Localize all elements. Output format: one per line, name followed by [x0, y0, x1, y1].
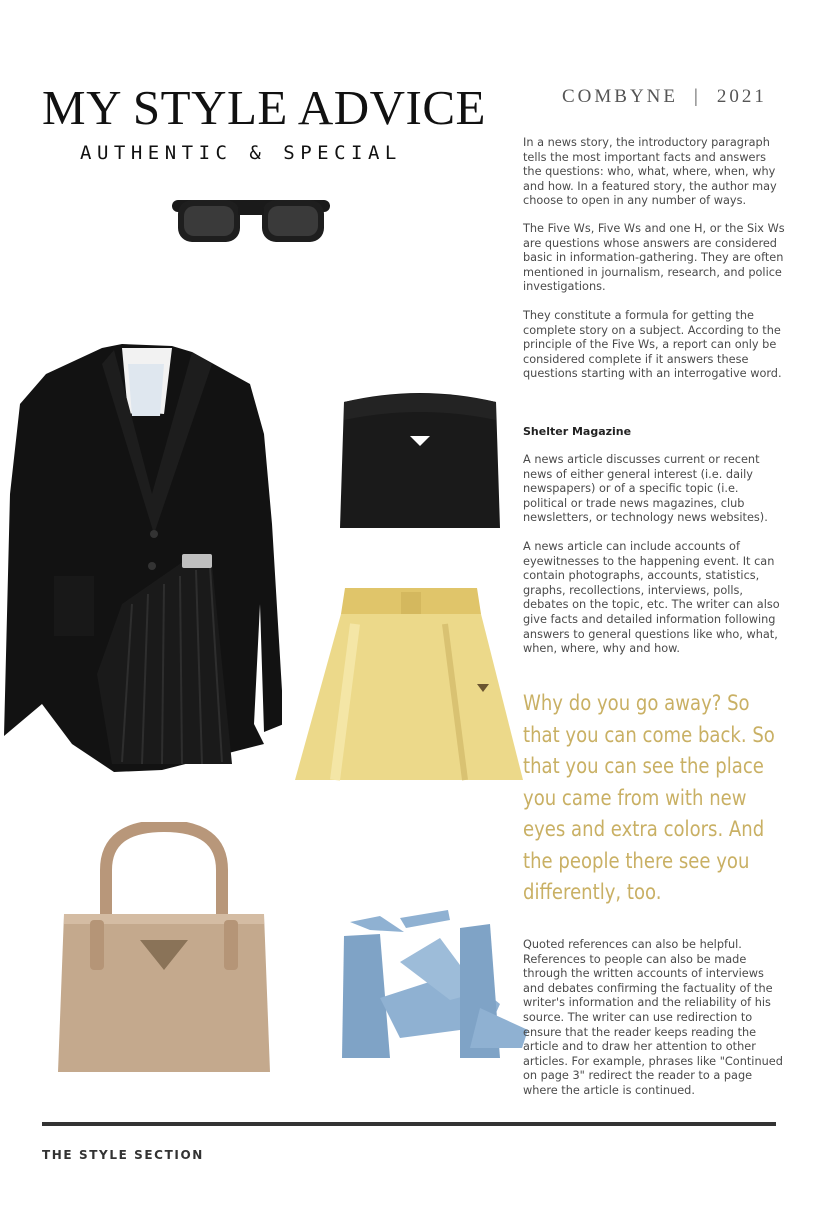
article-paragraph: They constitute a formula for getting the complete story on a subject. According to the principle of the Five Ws, a report can only be considered complete if it answers these questions starting with an interrogative word.: [523, 309, 782, 381]
pull-quote: Why do you go away? So that you can come back. So that you can see the place you came from with new eyes and extra colors. And the people there see you differently, too.: [523, 691, 775, 904]
blazer-icon: [2, 344, 282, 772]
sandal-icon: [340, 908, 532, 1068]
article-paragraph: A news article discusses current or recent news of either general interest (i.e. daily newspapers) or of a specific topic (i.e. political or trade news magazines, club newsletters, or technology news websites).: [523, 453, 768, 525]
section-paragraph-2: [523, 540, 785, 657]
page-subtitle: AUTHENTIC & SPECIAL: [80, 142, 402, 164]
bandeau-top-icon: [338, 392, 502, 530]
closing-paragraph: [523, 938, 785, 1099]
handbag-icon: [54, 822, 274, 1076]
sunglasses-icon: [172, 194, 330, 246]
article-paragraph: The Five Ws, Five Ws and one H, or the Six Ws are questions whose answers are considered basic in information-gathering. They are often mentioned in journalism, research, and police investigations.: [523, 222, 785, 294]
brand-year: 2021: [716, 86, 767, 107]
skirt-icon: [295, 584, 525, 784]
brand-name: COMBYNE: [562, 86, 679, 107]
article-paragraph: A news article can include accounts of eyewitnesses to the happening event. It can contain photographs, accounts, statistics, graphs, recollections, interviews, polls, debates on the topic, etc. The writer can also give facts and detailed information following answers to general questions like who, what, when, where, why and how.: [523, 540, 780, 656]
footer-label: THE STYLE SECTION: [42, 1148, 204, 1162]
article-paragraph: Quoted references can also be helpful. References to people can also be made through the written accounts of interviews and debates confirming the factuality of the writer's information and the reliability of his source. The writer can use redirection to ensure that the reader keeps reading the article and to draw her attention to other articles. For example, phrases like "Continued on page 3" redirect the reader to a page where the article is continued.: [523, 938, 783, 1097]
brand-separator: |: [694, 86, 701, 107]
footer-rule: [42, 1122, 776, 1126]
page-title: MY STYLE ADVICE: [42, 80, 486, 135]
section-paragraph-1: [523, 453, 785, 526]
section-heading: Shelter Magazine: [523, 425, 632, 438]
article-intro-2: [523, 222, 785, 295]
article-intro: [523, 136, 785, 209]
article-paragraph: In a news story, the introductory paragraph tells the most important facts and answers the questions: who, what, where, when, why and how. In a featured story, the author may choose to open in any number of ways.: [523, 136, 777, 208]
brand-line: [562, 86, 782, 108]
article-intro-3: [523, 309, 785, 382]
